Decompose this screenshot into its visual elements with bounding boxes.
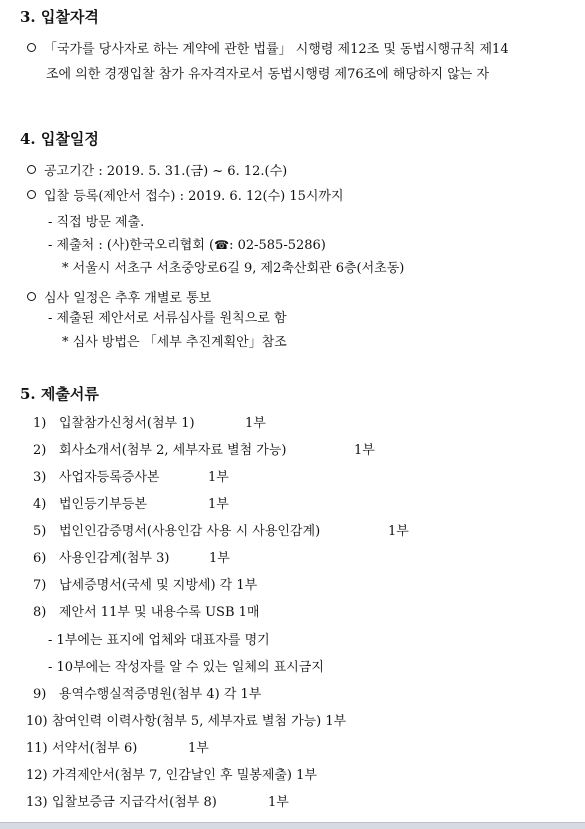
item-text: 사업자등록증사본 [59, 470, 160, 485]
schedule-period-text: 공고기간 : 2019. 5. 31.(금) ~ 6. 12.(수) [44, 164, 288, 179]
item-number: 4) [33, 497, 47, 512]
schedule-review-sub: - 제출된 제안서로 서류심사를 원칙으로 함 [48, 311, 287, 326]
item-text: 입찰참가신청서(첨부 1) [59, 416, 195, 431]
section-4-title: 4. 입찰일정 [20, 130, 99, 148]
bullet-circle-icon [27, 165, 36, 174]
item-number: 1) [33, 416, 47, 431]
item-text: 법인등기부등본 [59, 497, 147, 512]
list-item [33, 574, 257, 593]
bullet-circle-icon [27, 292, 36, 301]
section-3-bullet-line1: 「국가를 당사자로 하는 계약에 관한 법률」 시행령 제12조 및 동법시행규칙 제14 [44, 42, 509, 57]
list-item [26, 764, 317, 783]
item-number: 11) [26, 741, 48, 756]
item-text: 법인인감증명서(사용인감 사용 시 사용인감계) [59, 524, 321, 539]
item-number: 5) [33, 524, 47, 539]
list-item [48, 629, 270, 648]
list-item [26, 791, 217, 810]
schedule-review [27, 287, 211, 306]
list-item [33, 439, 286, 458]
list-item [33, 412, 195, 431]
list-item [33, 547, 169, 566]
list-item [33, 683, 261, 702]
item-qty: 1부 [188, 741, 209, 756]
item-number: 10) [26, 714, 48, 729]
item-text: 납세증명서(국세 및 지방세) 각 1부 [59, 578, 258, 593]
item-qty: 1부 [354, 443, 375, 458]
schedule-registration-text: 입찰 등록(제안서 접수) : 2019. 6. 12(수) 15시까지 [44, 189, 344, 204]
list-item [48, 656, 324, 675]
item-qty: 1부 [245, 416, 266, 431]
item-text: 서약서(첨부 6) [52, 741, 138, 756]
list-item [26, 737, 137, 756]
item-number: 7) [33, 578, 47, 593]
list-item [33, 493, 147, 512]
item-number: 8) [33, 605, 47, 620]
section-3-title: 3. 입찰자격 [20, 8, 99, 26]
section-3-bullet [27, 38, 509, 57]
bullet-circle-icon [27, 190, 36, 199]
schedule-review-text: 심사 일정은 추후 개별로 통보 [44, 291, 212, 306]
schedule-submit-to [48, 234, 326, 253]
submit-to-prefix: - 제출처 : (사)한국오리협회 ( [48, 238, 215, 253]
item-text: - 10부에는 작성자를 알 수 있는 일체의 표시금지 [48, 660, 324, 675]
list-item [33, 601, 259, 620]
item-text: 제안서 11부 및 내용수록 USB 1매 [59, 605, 260, 620]
item-number: 3) [33, 470, 47, 485]
list-item [26, 710, 346, 729]
item-text: 입찰보증금 지급각서(첨부 8) [52, 795, 217, 810]
schedule-address: * 서울시 서초구 서초중앙로6길 9, 제2축산회관 6층(서초동) [62, 261, 405, 276]
schedule-registration [27, 185, 344, 204]
item-number: 2) [33, 443, 47, 458]
schedule-period [27, 160, 287, 179]
item-number: 13) [26, 795, 48, 810]
item-number: 9) [33, 687, 47, 702]
submit-to-suffix: : 02-585-5286) [229, 238, 326, 253]
bullet-circle-icon [27, 43, 36, 52]
item-number: 12) [26, 768, 48, 783]
item-qty: 1부 [209, 551, 230, 566]
item-qty: 1부 [268, 795, 289, 810]
item-qty: 1부 [208, 470, 229, 485]
schedule-visit: - 직접 방문 제출. [48, 215, 145, 230]
section-3-bullet-line2: 조에 의한 경쟁입찰 참가 유자격자로서 동법시행령 제76조에 해당하지 않는 자 [46, 67, 490, 82]
item-qty: 1부 [208, 497, 229, 512]
item-text: 가격제안서(첨부 7, 인감날인 후 밀봉제출) 1부 [52, 768, 317, 783]
item-text: - 1부에는 표지에 업체와 대표자를 명기 [48, 633, 270, 648]
item-qty: 1부 [388, 524, 409, 539]
item-text: 용역수행실적증명원(첨부 4) 각 1부 [59, 687, 262, 702]
list-item [33, 466, 159, 485]
item-text: 사용인감계(첨부 3) [59, 551, 170, 566]
schedule-review-note: * 심사 방법은 「세부 추진계획안」참조 [62, 335, 287, 350]
list-item [33, 520, 320, 539]
item-text: 회사소개서(첨부 2, 세부자료 별첨 가능) [59, 443, 287, 458]
item-text: 참여인력 이력사항(첨부 5, 세부자료 별첨 가능) 1부 [52, 714, 347, 729]
section-5-title: 5. 제출서류 [20, 385, 99, 403]
phone-icon: ☎ [214, 238, 230, 252]
item-number: 6) [33, 551, 47, 566]
